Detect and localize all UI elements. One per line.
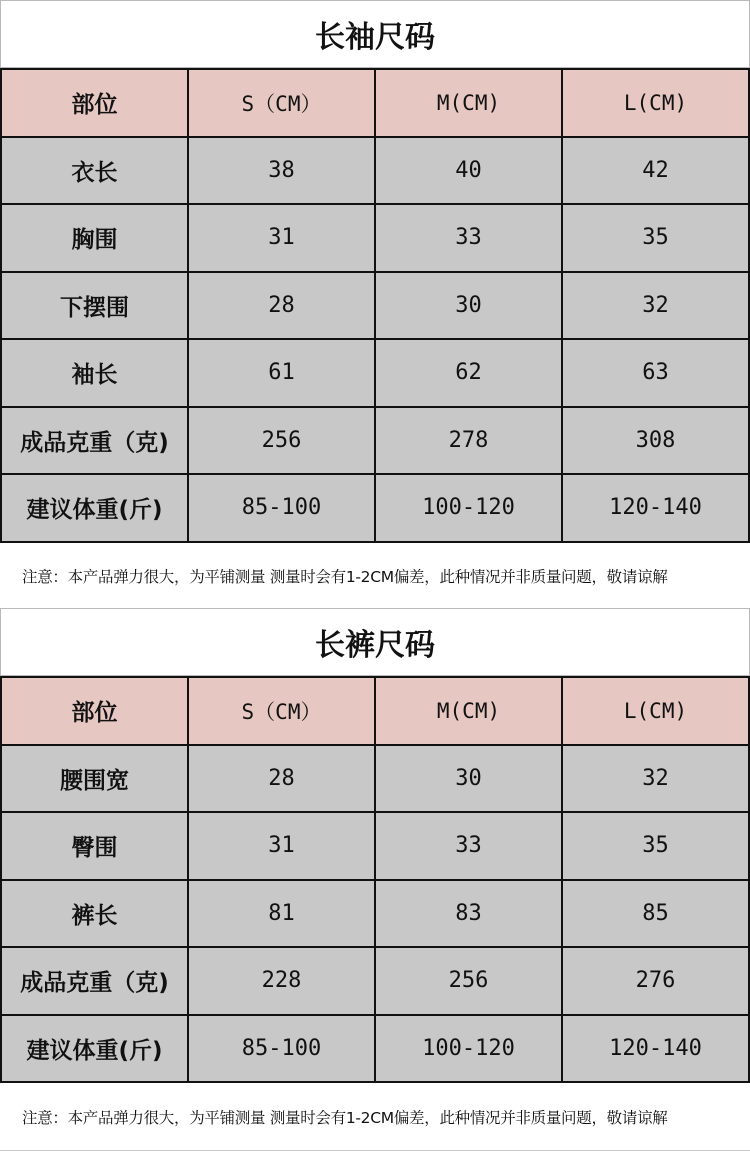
cell-size-s: 28 (188, 745, 375, 813)
table-row (1, 812, 749, 880)
cell-size-l: 276 (562, 947, 749, 1015)
cell-size-s: 228 (188, 947, 375, 1015)
cell-size-m: 33 (375, 812, 562, 880)
cell-size-s: 61 (188, 339, 375, 407)
row-label: 胸围 (1, 204, 188, 272)
header-cell-part: 部位 (1, 677, 188, 745)
table-row (1, 474, 749, 542)
row-label: 成品克重（克) (1, 407, 188, 475)
cell-size-l: 308 (562, 407, 749, 475)
row-label: 建议体重(斤) (1, 474, 188, 542)
table-header-row (1, 69, 749, 137)
header-cell-size-l: L(CM) (562, 69, 749, 137)
table-row (1, 947, 749, 1015)
header-cell-size-m: M(CM) (375, 69, 562, 137)
cell-size-l: 35 (562, 204, 749, 272)
row-label: 臀围 (1, 812, 188, 880)
cell-size-l: 120-140 (562, 1015, 749, 1083)
cell-size-s: 31 (188, 204, 375, 272)
table-row (1, 137, 749, 205)
cell-size-s: 38 (188, 137, 375, 205)
cell-size-l: 32 (562, 745, 749, 813)
long-sleeve-size-table (0, 68, 750, 543)
measurement-note: 注意：本产品弹力很大，为平铺测量 测量时会有1-2CM偏差，此种情况并非质量问题，敬请谅解 (0, 543, 750, 611)
cell-size-l: 63 (562, 339, 749, 407)
cell-size-s: 85-100 (188, 474, 375, 542)
cell-size-s: 256 (188, 407, 375, 475)
row-label: 衣长 (1, 137, 188, 205)
long-pants-size-section (0, 608, 750, 1151)
row-label: 袖长 (1, 339, 188, 407)
long-pants-size-table (0, 676, 750, 1083)
table-row (1, 407, 749, 475)
table-row (1, 272, 749, 340)
header-cell-size-s: S（CM） (188, 677, 375, 745)
table-row (1, 1015, 749, 1083)
cell-size-s: 85-100 (188, 1015, 375, 1083)
row-label: 建议体重(斤) (1, 1015, 188, 1083)
header-cell-size-m: M(CM) (375, 677, 562, 745)
cell-size-s: 31 (188, 812, 375, 880)
cell-size-m: 33 (375, 204, 562, 272)
cell-size-m: 40 (375, 137, 562, 205)
cell-size-l: 120-140 (562, 474, 749, 542)
cell-size-l: 35 (562, 812, 749, 880)
long-sleeve-title: 长袖尺码 (0, 0, 750, 68)
cell-size-m: 62 (375, 339, 562, 407)
cell-size-m: 100-120 (375, 1015, 562, 1083)
row-label: 下摆围 (1, 272, 188, 340)
measurement-note: 注意：本产品弹力很大，为平铺测量 测量时会有1-2CM偏差，此种情况并非质量问题，敬请谅解 (0, 1083, 750, 1151)
table-header-row (1, 677, 749, 745)
cell-size-m: 83 (375, 880, 562, 948)
table-row (1, 339, 749, 407)
cell-size-l: 85 (562, 880, 749, 948)
header-cell-part: 部位 (1, 69, 188, 137)
cell-size-m: 30 (375, 272, 562, 340)
row-label: 成品克重（克) (1, 947, 188, 1015)
table-row (1, 880, 749, 948)
cell-size-l: 32 (562, 272, 749, 340)
cell-size-m: 256 (375, 947, 562, 1015)
cell-size-m: 30 (375, 745, 562, 813)
header-cell-size-l: L(CM) (562, 677, 749, 745)
cell-size-s: 81 (188, 880, 375, 948)
row-label: 裤长 (1, 880, 188, 948)
cell-size-s: 28 (188, 272, 375, 340)
row-label: 腰围宽 (1, 745, 188, 813)
header-cell-size-s: S（CM） (188, 69, 375, 137)
table-row (1, 204, 749, 272)
table-row (1, 745, 749, 813)
long-pants-title: 长裤尺码 (0, 608, 750, 676)
cell-size-l: 42 (562, 137, 749, 205)
cell-size-m: 100-120 (375, 474, 562, 542)
cell-size-m: 278 (375, 407, 562, 475)
